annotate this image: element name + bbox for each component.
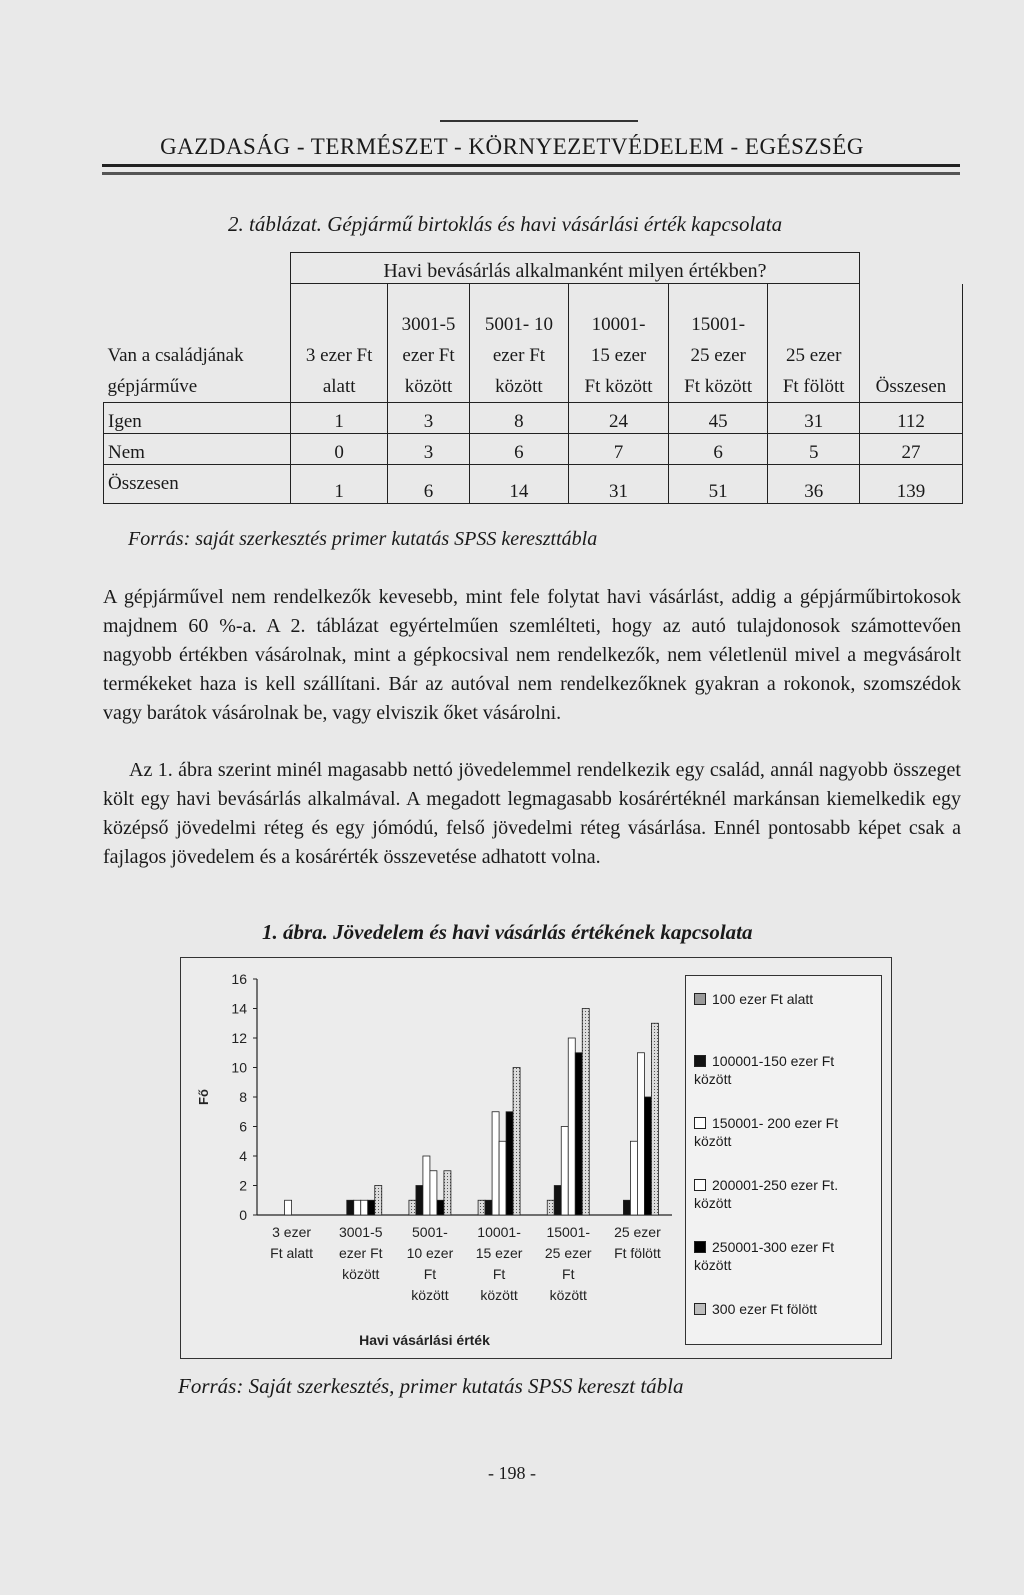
y-tick-label: 14 bbox=[231, 1000, 247, 1017]
figure-source: Forrás: Saját szerkesztés, primer kutatás SPSS kereszt tábla bbox=[178, 1374, 684, 1398]
table-caption-number: 2. táblázat. bbox=[228, 212, 322, 236]
column-header: 10001- 15 ezer Ft között bbox=[569, 284, 669, 403]
chart-legend bbox=[685, 975, 882, 1345]
paragraph: A gépjárművel nem rendelkezők kevesebb, mint fele folytat havi vásárlást, addig a gépjárműbirtokosok majdnem 60 %-a. A 2. táblázat egyértelműen szemlélteti, hogy az autó tulajdonosok számottevően nagyobb értékben vásárolnak, mint a gépkocsival nem rendelkezők, nem véletlenül mivel a megvásárolt termékeket haza is kell szállítani. Bár az autóval nem rendelkezőknek gyakran a rokonok, szomszédok vagy barátok vásárolnak be, vagy elviszik őket vásárolni. bbox=[103, 586, 961, 724]
table-cell: 14 bbox=[469, 465, 569, 504]
bar bbox=[644, 1097, 651, 1215]
header-top-rule bbox=[440, 120, 638, 122]
header-rule bbox=[102, 164, 960, 167]
x-tick-label: 25 ezer bbox=[544, 1245, 592, 1261]
legend-item: 100 ezer Ft alatt bbox=[694, 990, 874, 1008]
row-label: Igen bbox=[104, 403, 291, 434]
total-header: Összesen bbox=[859, 284, 962, 403]
bar-chart bbox=[180, 957, 685, 1357]
x-tick-label: 3 ezer bbox=[272, 1224, 312, 1240]
y-axis-label: Fő bbox=[196, 1089, 211, 1105]
y-tick-label: 4 bbox=[239, 1148, 247, 1164]
legend-swatch bbox=[694, 1179, 706, 1191]
bar bbox=[416, 1186, 423, 1216]
group-header: Havi bevásárlás alkalmanként milyen értékben? bbox=[290, 253, 859, 284]
x-tick-label: Ft alatt bbox=[270, 1245, 313, 1261]
legend-item: 300 ezer Ft fölött bbox=[694, 1300, 874, 1318]
table-cell: 36 bbox=[768, 465, 859, 504]
page-number: - 198 - bbox=[488, 1463, 536, 1483]
table-cell: 5 bbox=[768, 434, 859, 465]
bar bbox=[575, 1053, 582, 1215]
row-label: Összesen bbox=[104, 465, 291, 504]
x-tick-label: között bbox=[342, 1266, 380, 1282]
y-tick-label: 2 bbox=[239, 1177, 247, 1194]
x-tick-label: ezer Ft bbox=[338, 1245, 383, 1261]
row-label: Nem bbox=[104, 434, 291, 465]
legend-swatch bbox=[694, 1303, 706, 1315]
table-cell: 7 bbox=[569, 434, 669, 465]
table-cell: 24 bbox=[569, 403, 669, 434]
column-header: 5001- 10 ezer Ft között bbox=[469, 284, 569, 403]
table-cell: 0 bbox=[290, 434, 388, 465]
y-tick-label: 10 bbox=[231, 1059, 247, 1076]
y-tick-label: 6 bbox=[239, 1118, 247, 1135]
x-tick-label: között bbox=[549, 1287, 587, 1303]
legend-swatch bbox=[694, 1055, 706, 1067]
table-cell: 1 bbox=[290, 465, 388, 504]
x-tick-label: 15 ezer bbox=[475, 1245, 523, 1261]
header-row bbox=[104, 284, 963, 403]
bar bbox=[437, 1200, 444, 1215]
data-table bbox=[103, 252, 963, 504]
x-tick-label: között bbox=[411, 1287, 449, 1303]
bar bbox=[623, 1200, 630, 1215]
bar bbox=[492, 1112, 499, 1215]
x-tick-label: Ft bbox=[492, 1266, 506, 1282]
table-row bbox=[104, 403, 963, 434]
x-tick-label: 25 ezer bbox=[614, 1224, 661, 1240]
column-header: 3 ezer Ft alatt bbox=[290, 284, 388, 403]
legend-swatch bbox=[694, 1241, 706, 1253]
legend-item: 150001- 200 ezer Ft között bbox=[694, 1114, 839, 1149]
legend-item: 250001-300 ezer Ft között bbox=[694, 1238, 835, 1273]
bar bbox=[513, 1068, 520, 1216]
legend-item: 200001-250 ezer Ft. között bbox=[694, 1176, 839, 1211]
table-caption-text: Gépjármű birtoklás és havi vásárlási érték kapcsolata bbox=[327, 212, 783, 236]
table-cell-total: 112 bbox=[859, 403, 962, 434]
bar bbox=[409, 1200, 416, 1215]
bar bbox=[375, 1186, 382, 1216]
table-cell: 51 bbox=[668, 465, 768, 504]
table-cell: 6 bbox=[668, 434, 768, 465]
bar bbox=[506, 1112, 513, 1215]
legend-swatch bbox=[694, 993, 706, 1005]
bar bbox=[430, 1171, 437, 1215]
bar bbox=[582, 1009, 589, 1216]
x-tick-label: 10 ezer bbox=[406, 1245, 454, 1261]
x-tick-label: Ft bbox=[423, 1266, 437, 1282]
table-cell-total: 27 bbox=[859, 434, 962, 465]
legend-swatch bbox=[694, 1117, 706, 1129]
x-tick-label: 3001-5 bbox=[338, 1224, 383, 1240]
bar bbox=[651, 1023, 658, 1215]
x-tick-label: között bbox=[480, 1287, 518, 1303]
bar bbox=[554, 1186, 561, 1216]
table-corner bbox=[104, 253, 291, 284]
x-tick-label: 10001- bbox=[477, 1224, 521, 1240]
table-cell: 6 bbox=[388, 465, 469, 504]
bar bbox=[368, 1200, 375, 1215]
table-cell: 3 bbox=[388, 403, 469, 434]
bar bbox=[630, 1141, 637, 1215]
table-cell: 31 bbox=[768, 403, 859, 434]
table-source: Forrás: saját szerkesztés primer kutatás SPSS kereszttábla bbox=[128, 528, 598, 550]
table-cell: 3 bbox=[388, 434, 469, 465]
table-corner-right bbox=[859, 253, 962, 284]
column-header: 3001-5 ezer Ft között bbox=[388, 284, 469, 403]
row-header: Van a családjának gépjárműve bbox=[104, 284, 291, 403]
bar bbox=[499, 1141, 506, 1215]
column-header: 25 ezer Ft fölött bbox=[768, 284, 859, 403]
table-cell: 8 bbox=[469, 403, 569, 434]
table-cell: 1 bbox=[290, 403, 388, 434]
y-tick-label: 16 bbox=[231, 971, 247, 987]
bar bbox=[485, 1200, 492, 1215]
bar bbox=[478, 1200, 485, 1215]
x-tick-label: Ft bbox=[562, 1266, 575, 1282]
table-row-total bbox=[104, 465, 963, 504]
table-row bbox=[104, 434, 963, 465]
paragraph: Az 1. ábra szerint minél magasabb nettó jövedelemmel rendelkezik egy család, annál nagyobb összeget költ egy havi bevásárlás alkalmával. A megadott legmagasabb kosárértéknél markánsan kiemelkedik egy középső jövedelmi réteg és egy jómódú, felső jövedelmi réteg vásárlása. Ennél pontosabb képet csak a fajlagos jövedelem és a kosárérték összevetése adhatott volna. bbox=[103, 759, 961, 868]
bar bbox=[568, 1038, 575, 1215]
bar bbox=[285, 1200, 292, 1215]
bar bbox=[444, 1171, 451, 1215]
bar bbox=[547, 1200, 554, 1215]
x-tick-label: 5001- bbox=[412, 1224, 448, 1240]
bar bbox=[347, 1200, 354, 1215]
x-tick-label: Ft fölött bbox=[614, 1245, 661, 1261]
y-tick-label: 12 bbox=[231, 1030, 247, 1046]
bar bbox=[637, 1053, 644, 1215]
header-rule-secondary bbox=[102, 172, 960, 175]
running-header: GAZDASÁG - TERMÉSZET - KÖRNYEZETVÉDELEM - EGÉSZSÉG bbox=[160, 134, 864, 159]
bar bbox=[361, 1200, 368, 1215]
y-tick-label: 0 bbox=[239, 1207, 247, 1223]
table-caption bbox=[228, 212, 782, 237]
bar bbox=[423, 1156, 430, 1215]
legend-item: 100001-150 ezer Ft között bbox=[694, 1052, 835, 1087]
bar bbox=[561, 1127, 568, 1216]
figure-caption: 1. ábra. Jövedelem és havi vásárlás értékének kapcsolata bbox=[262, 920, 753, 944]
table-cell: 45 bbox=[668, 403, 768, 434]
x-tick-label: 15001- bbox=[546, 1224, 591, 1240]
table-cell: 31 bbox=[569, 465, 669, 504]
table-cell: 6 bbox=[469, 434, 569, 465]
table-cell-total: 139 bbox=[859, 465, 962, 504]
y-tick-label: 8 bbox=[239, 1089, 247, 1105]
x-axis-label: Havi vásárlási érték bbox=[359, 1332, 490, 1348]
column-header: 15001- 25 ezer Ft között bbox=[668, 284, 768, 403]
bar bbox=[354, 1200, 361, 1215]
